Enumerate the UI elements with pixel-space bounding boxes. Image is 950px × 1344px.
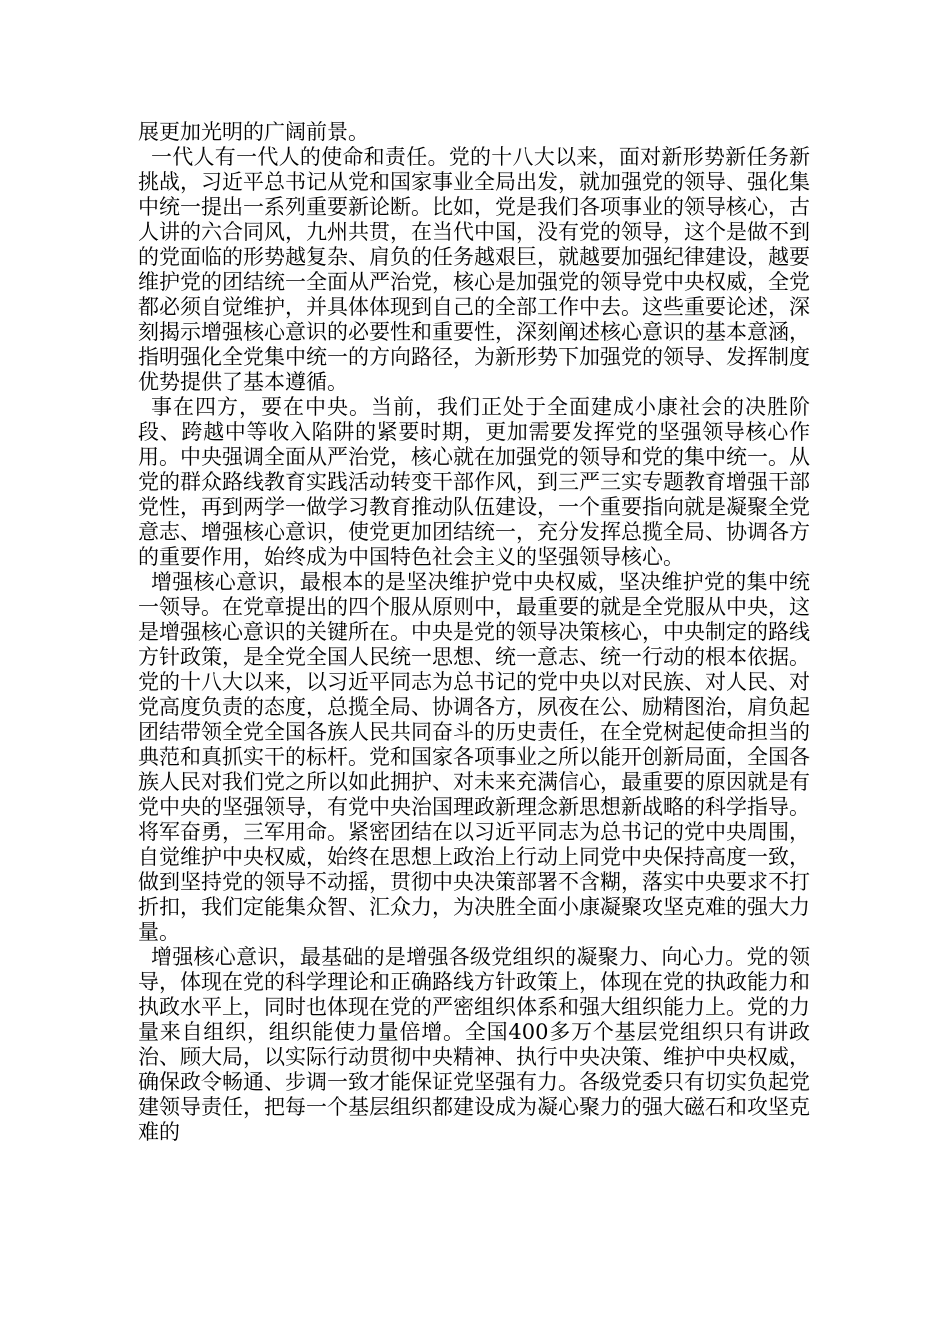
paragraph-party-organizations: 增强核心意识，最基础的是增强各级党组织的凝聚力、向心力。党的领导，体现在党的科学理论和正确路线方针政策上，体现在党的执政能力和执政水平上，同时也体现在党的严密组织体系和强大组织能力上。党的力量来自组织，组织能使力量倍增。全国400多万个基层党组织只有讲政治、顾大局，以实际行动贯彻中央精神、执行中央决策、维护中央权威，确保政令畅通、步调一致才能保证党坚强有力。各级党委只有切实负起党建领导责任，把每一个基层组织都建设成为凝心聚力的强大磁石和攻坚克难的 [138,945,810,1144]
document-body [138,120,810,1145]
paragraph-uphold-central-authority: 增强核心意识，最根本的是坚决维护党中央权威，坚决维护党的集中统一领导。在党章提出的四个服从原则中，最重要的就是全党服从中央，这是增强核心意识的关键所在。中央是党的领导决策核心，中央制定的路线方针政策，是全党全国人民统一思想、统一意志、统一行动的根本依据。党的十八大以来，以习近平同志为总书记的党中央以对民族、对人民、对党高度负责的态度，总揽全局、协调各方，夙夜在公、励精图治，肩负起团结带领全党全国各族人民共同奋斗的历史责任，在全党树起使命担当的典范和真抓实干的标杆。党和国家各项事业之所以能开创新局面，全国各族人民对我们党之所以如此拥护、对未来充满信心，最重要的原因就是有党中央的坚强领导，有党中央治国理政新理念新思想新战略的科学指导。将军奋勇，三军用命。紧密团结在以习近平同志为总书记的党中央周围，自觉维护中央权威，始终在思想上政治上行动上同党中央保持高度一致，做到坚持党的领导不动摇，贯彻中央决策部署不含糊，落实中央要求不打折扣，我们定能集众智、汇众力，为决胜全面小康凝聚攻坚克难的强大力量。 [138,570,810,944]
paragraph-center-leadership: 事在四方，要在中央。当前，我们正处于全面建成小康社会的决胜阶段、跨越中等收入陷阱的紧要时期，更加需要发挥党的坚强领导核心作用。中央强调全面从严治党，核心就在加强党的领导和党的集中统一。从党的群众路线教育实践活动转变干部作风，到三严三实专题教育增强干部党性，再到两学一做学习教育推动队伍建设，一个重要指向就是凝聚全党意志、增强核心意识，使党更加团结统一，充分发挥总揽全局、协调各方的重要作用，始终成为中国特色社会主义的坚强领导核心。 [138,395,810,569]
paragraph-continuation: 展更加光明的广阔前景。 [138,120,369,144]
paragraph-mission-and-responsibility: 一代人有一代人的使命和责任。党的十八大以来，面对新形势新任务新挑战，习近平总书记从党和国家事业全局出发，就加强党的领导、强化集中统一提出一系列重要新论断。比如，党是我们各项事业的领导核心，古人讲的六合同风，九州共贯，在当代中国，没有党的领导，这个是做不到的党面临的形势越复杂、肩负的任务越艰巨，就越要加强纪律建设，越要维护党的团结统一全面从严治党，核心是加强党的领导党中央权威，全党都必须自觉维护，并具体体现到自己的全部工作中去。这些重要论述，深刻揭示增强核心意识的必要性和重要性，深刻阐述核心意识的基本意涵，指明强化全党集中统一的方向路径，为新形势下加强党的领导、发挥制度优势提供了基本遵循。 [138,145,810,394]
